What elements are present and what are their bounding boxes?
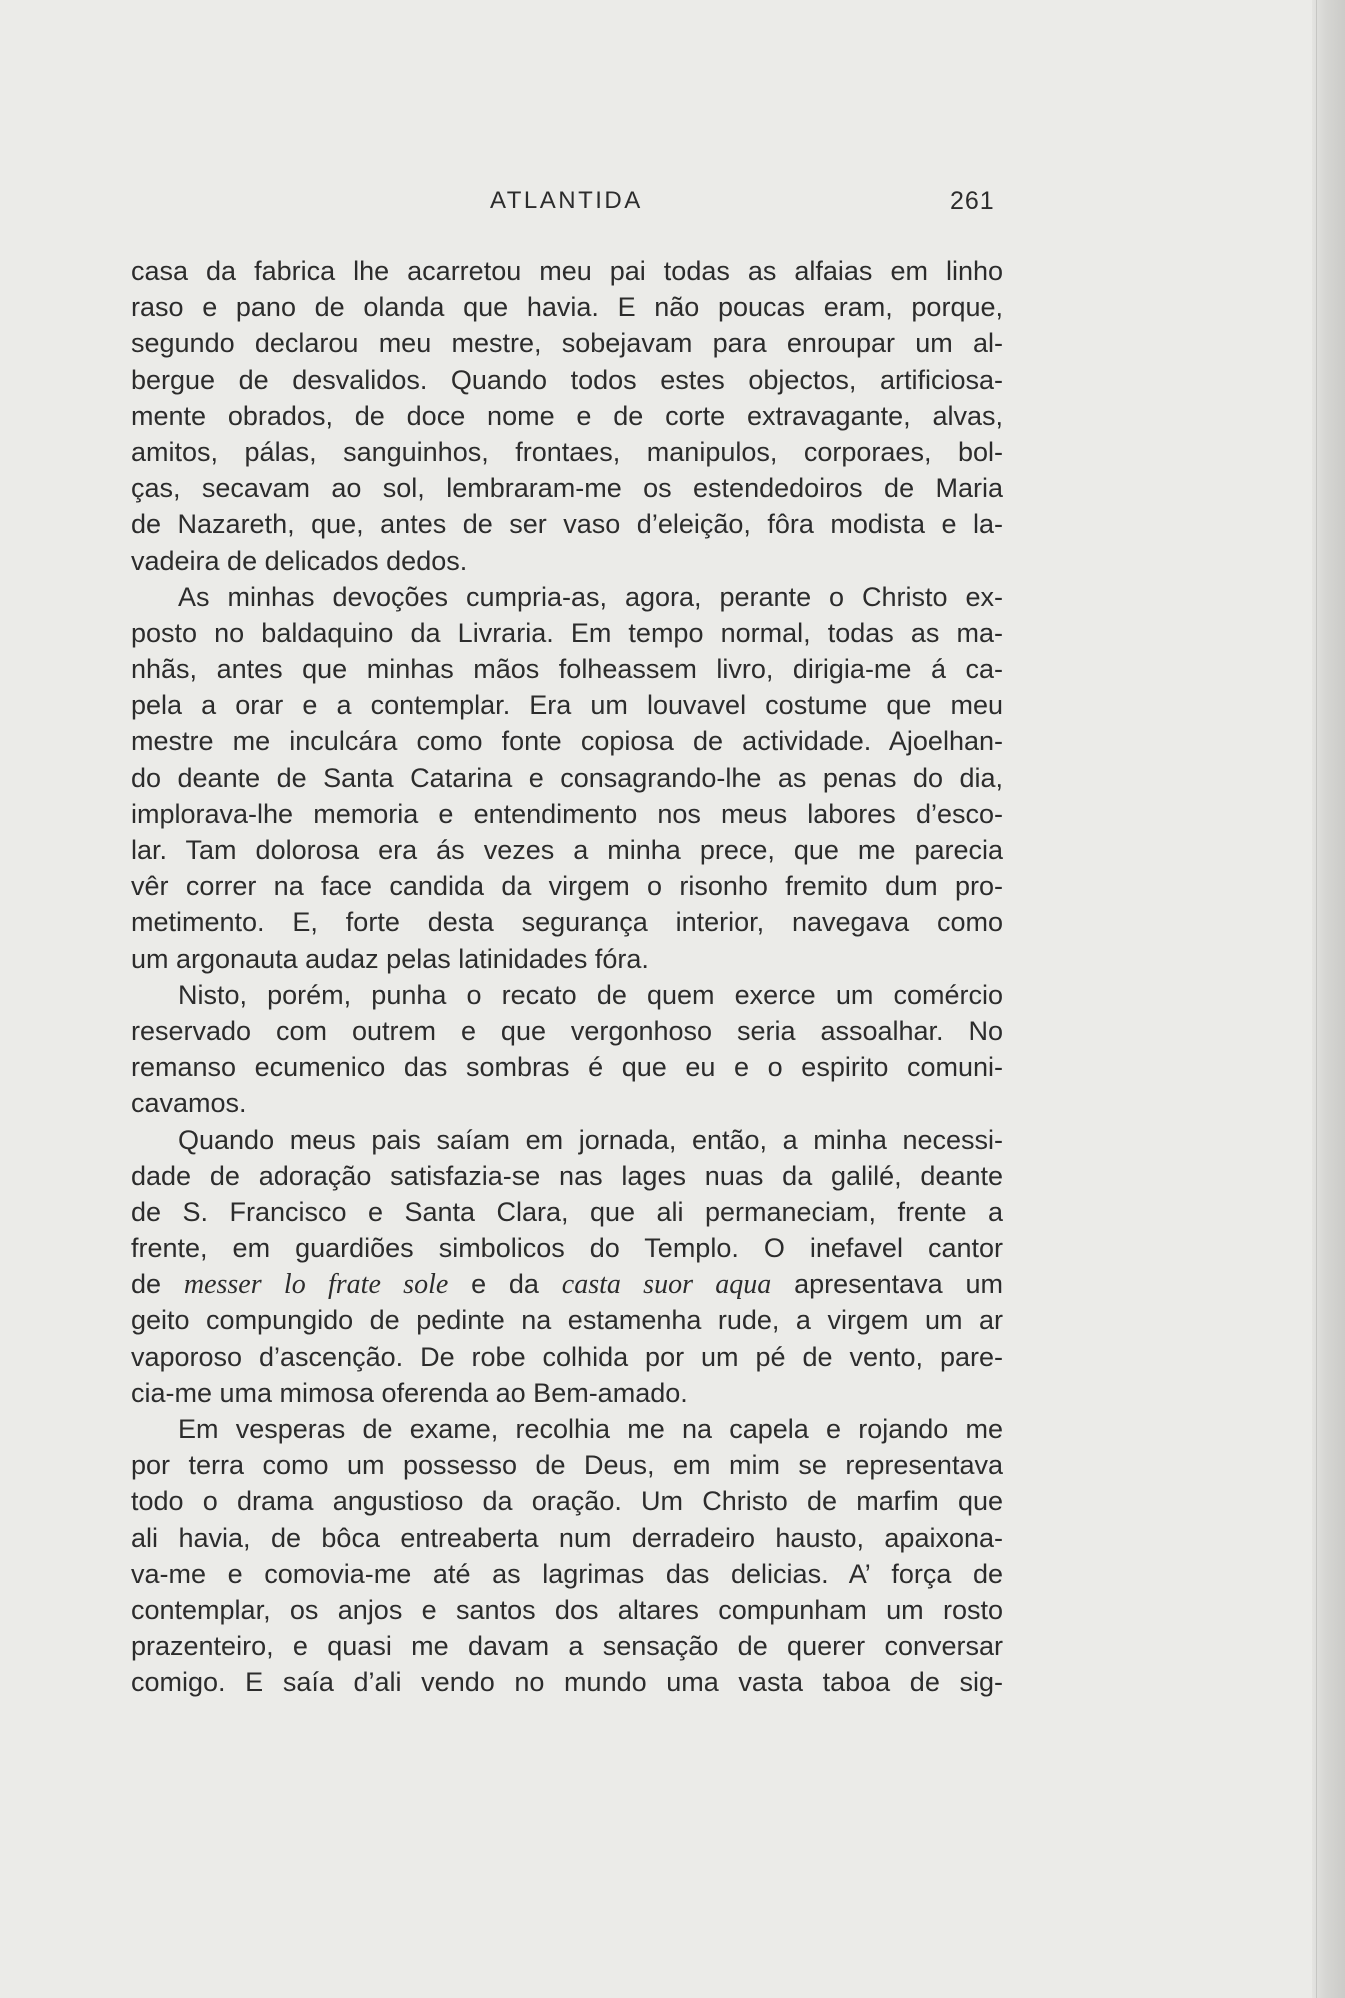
text-line (131, 1266, 1003, 1302)
text-line: de Nazareth, que, antes de ser vaso d’eleição, fôra modista e la- (131, 509, 1003, 540)
text-line: vadeira de delicados dedos. (131, 545, 468, 576)
paragraph (131, 977, 1003, 1122)
paragraph (131, 579, 1003, 977)
text-line: contemplar, os anjos e santos dos altares compunham um rosto (131, 1594, 1003, 1625)
text-line: As minhas devoções cumpria-as, agora, perante o Christo ex- (178, 581, 1003, 612)
text-line: posto no baldaquino da Livraria. Em tempo normal, todas as ma- (131, 617, 1003, 648)
text-segment: de (131, 1269, 184, 1300)
text-line: cia-me uma mimosa oferenda ao Bem-amado. (131, 1377, 688, 1408)
text-line: todo o drama angustioso da oração. Um Christo de marfim que (131, 1486, 1003, 1517)
text-line: geito compungido de pedinte na estamenha rude, a virgem um ar (131, 1305, 1003, 1336)
text-line: do deante de Santa Catarina e consagrando-lhe as penas do dia, (131, 762, 1003, 793)
text-line: remanso ecumenico das sombras é que eu e o espirito comuni- (131, 1052, 1003, 1083)
text-line: bergue de desvalidos. Quando todos estes objectos, artificiosa- (131, 364, 1003, 395)
text-line: amitos, pálas, sanguinhos, frontaes, manipulos, corporaes, bol- (131, 436, 1003, 467)
text-line: ali havia, de bôca entreaberta num derradeiro hausto, apaixona- (131, 1522, 1003, 1553)
text-segment: e da (448, 1269, 562, 1300)
text-line: de S. Francisco e Santa Clara, que ali permaneciam, frente a (131, 1196, 1003, 1227)
text-line: pela a orar e a contemplar. Era um louvavel costume que meu (131, 690, 1003, 721)
paragraph (131, 253, 1003, 579)
text-line: implorava-lhe memoria e entendimento nos meus labores d’esco- (131, 798, 1003, 829)
running-head-title: ATLANTIDA (490, 187, 643, 214)
text-line: dade de adoração satisfazia-se nas lages nuas da galilé, deante (131, 1160, 1003, 1191)
text-line: reservado com outrem e que vergonhoso seria assoalhar. No (131, 1015, 1003, 1046)
text-line: segundo declarou meu mestre, sobejavam para enroupar um al- (131, 328, 1003, 359)
italic-phrase: messer lo frate sole (183, 1269, 449, 1301)
text-line: va-me e comovia-me até as lagrimas das delicias. A’ força de (131, 1558, 1003, 1589)
text-line: Quando meus pais saíam em jornada, então, a minha necessi- (178, 1124, 1003, 1155)
page-edge-line (1316, 0, 1317, 1998)
text-line: mente obrados, de doce nome e de corte extravagante, alvas, (131, 400, 1003, 431)
text-line: vaporoso d’ascenção. De robe colhida por um pé de vento, pare- (131, 1341, 1003, 1372)
text-line: mestre me inculcára como fonte copiosa de actividade. Ajoelhan- (131, 726, 1003, 757)
text-line: metimento. E, forte desta segurança interior, navegava como (131, 907, 1003, 938)
text-line: comigo. E saía d’ali vendo no mundo uma vasta taboa de sig- (131, 1667, 1003, 1698)
text-line: casa da fabrica lhe acarretou meu pai todas as alfaias em linho (131, 256, 1003, 286)
paragraph (131, 1411, 1003, 1701)
italic-phrase: casta suor aqua (561, 1269, 772, 1301)
text-line: cavamos. (131, 1088, 247, 1119)
text-line: frente, em guardiões simbolicos do Templo. O inefavel cantor (131, 1233, 1003, 1264)
text-line: raso e pano de olanda que havia. E não poucas eram, porque, (131, 292, 1003, 323)
text-line: lar. Tam dolorosa era ás vezes a minha prece, que me parecia (131, 835, 1003, 865)
text-line: vêr correr na face candida da virgem o risonho fremito dum pro- (131, 871, 1003, 902)
text-line: Em vesperas de exame, recolhia me na capela e rojando me (178, 1414, 1003, 1444)
text-line: Nisto, porém, punha o recato de quem exerce um comércio (178, 979, 1003, 1010)
text-line: nhãs, antes que minhas mãos folheassem livro, dirigia-me á ca- (131, 654, 1003, 685)
page-number: 261 (950, 187, 995, 215)
text-segment: apresentava um (771, 1269, 1003, 1300)
text-line: por terra como um possesso de Deus, em mim se representava (131, 1450, 1003, 1481)
text-line: prazenteiro, e quasi me davam a sensação de querer conversar (131, 1631, 1003, 1662)
text-line: um argonauta audaz pelas latinidades fóra. (131, 943, 649, 974)
text-line: ças, secavam ao sol, lembraram-me os estendedoiros de Maria (131, 473, 1003, 504)
body-text (131, 253, 1003, 1701)
paragraph (131, 1122, 1003, 1412)
